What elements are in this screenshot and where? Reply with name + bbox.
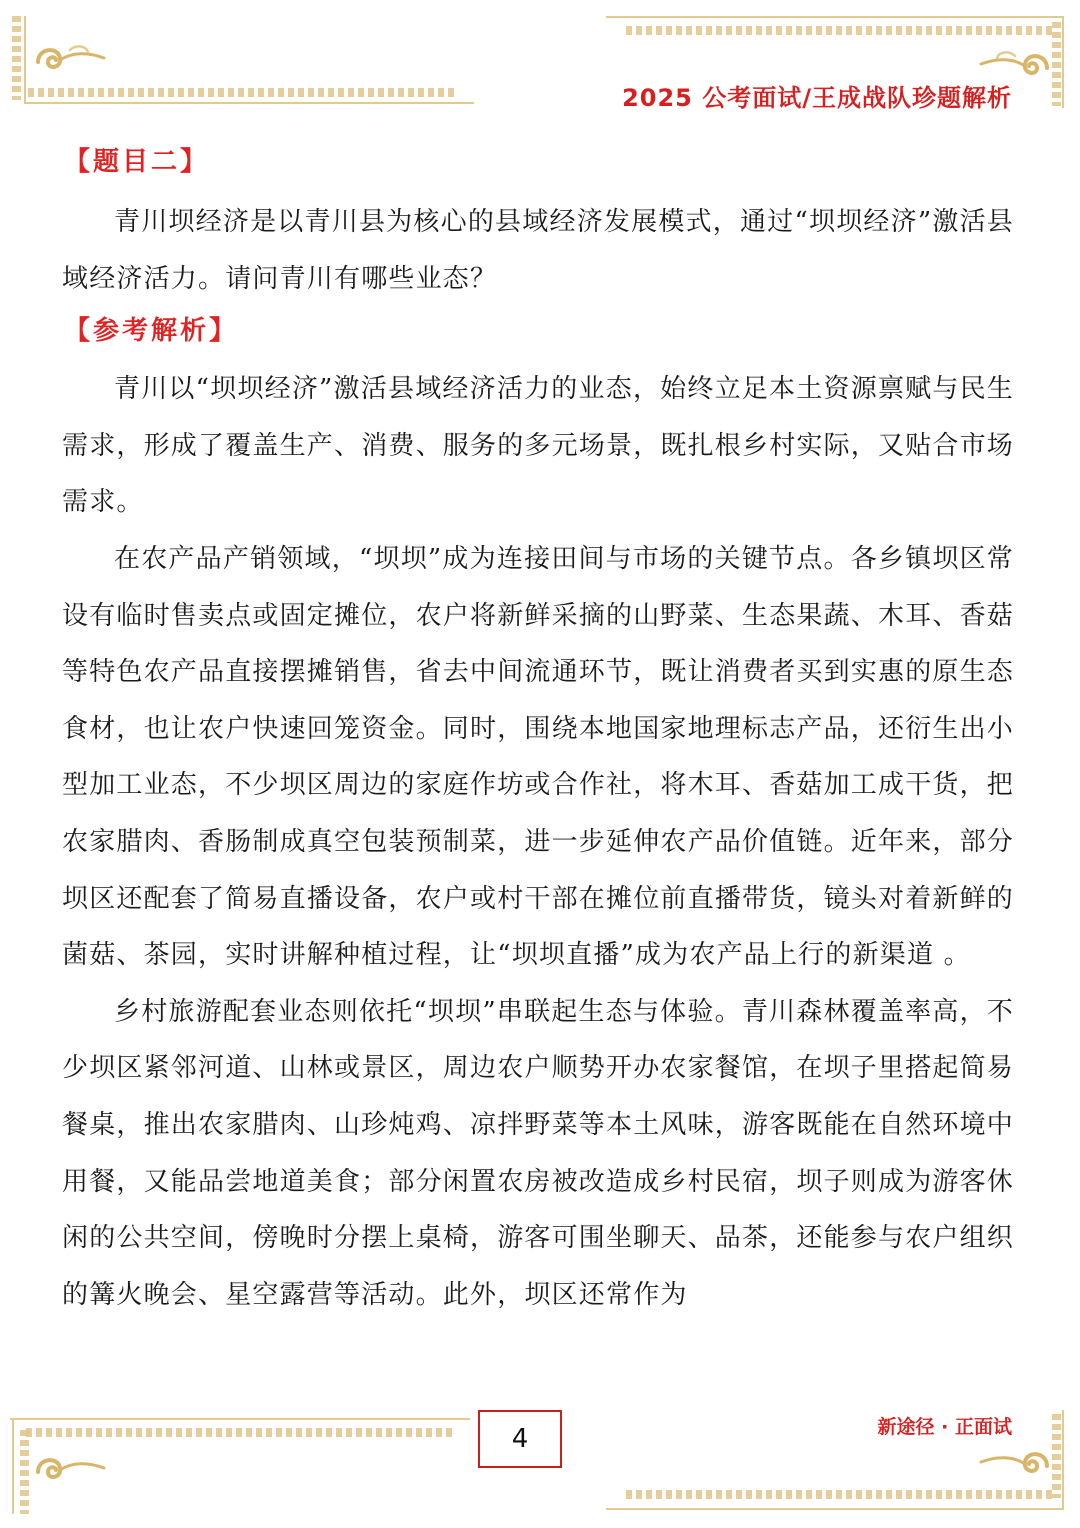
bottom-left-ornament — [0, 1410, 480, 1528]
analysis-label: 【参考解析】 — [64, 316, 239, 347]
cloud-swirl-icon — [30, 1448, 110, 1488]
question-text: 青川坝经济是以青川县为核心的县域经济发展模式，通过“坝坝经济”激活县域经济活力。请问青川有哪些业态？ — [62, 207, 1014, 294]
cloud-swirl-icon — [975, 1442, 1055, 1482]
analysis-paragraph: 青川以“坝坝经济”激活县域经济活力的业态，始终立足本土资源禀赋与民生需求，形成了覆盖生产、消费、服务的多元场景，既扎根乡村实际，又贴合市场需求。 — [62, 374, 1015, 518]
top-left-ornament — [0, 0, 480, 110]
footer-brand: 新途径 · 正面试 — [877, 1416, 1012, 1438]
document-body — [62, 138, 1014, 1323]
header-title: 2025 公考面试/王成战队珍题解析 — [622, 84, 1012, 112]
analysis-paragraph: 乡村旅游配套业态则依托“坝坝”串联起生态与体验。青川森林覆盖率高，不少坝区紧邻河道、山林或景区，周边农户顺势开办农家餐馆，在坝子里搭起简易餐桌，推出农家腊肉、山珍炖鸡、凉拌野菜等本土风味，游客既能在自然环境中用餐，又能品尝地道美食；部分闲置农房被改造成乡村民宿，坝子则成为游客休闲的公共空间，傍晚时分摆上桌椅，游客可围坐聊天、品茶，还能参与农户组织的篝火晚会、星空露营等活动。此外，坝区还常作为 — [62, 996, 1015, 1310]
cloud-swirl-icon — [30, 38, 110, 78]
page-number: 4 — [478, 1410, 562, 1468]
analysis-paragraph: 在农产品产销领域，“坝坝”成为连接田间与市场的关键节点。各乡镇坝区常设有临时售卖点或固定摊位，农户将新鲜采摘的山野菜、生态果蔬、木耳、香菇等特色农产品直接摆摊销售，省去中间流通环节，既让消费者买到实惠的原生态食材，也让农户快速回笼资金。同时，围绕本地国家地理标志产品，还衍生出小型加工业态，不少坝区周边的家庭作坊或合作社，将木耳、香菇加工成干货，把农家腊肉、香肠制成真空包装预制菜，进一步延伸农产品价值链。近年来，部分坝区还配套了简易直播设备，农户或村干部在摊位前直播带货，镜头对着新鲜的菌菇、茶园，实时讲解种植过程，让“坝坝直播”成为农产品上行的新渠道 。 — [62, 543, 1015, 971]
question-label: 【题目二】 — [64, 147, 210, 177]
